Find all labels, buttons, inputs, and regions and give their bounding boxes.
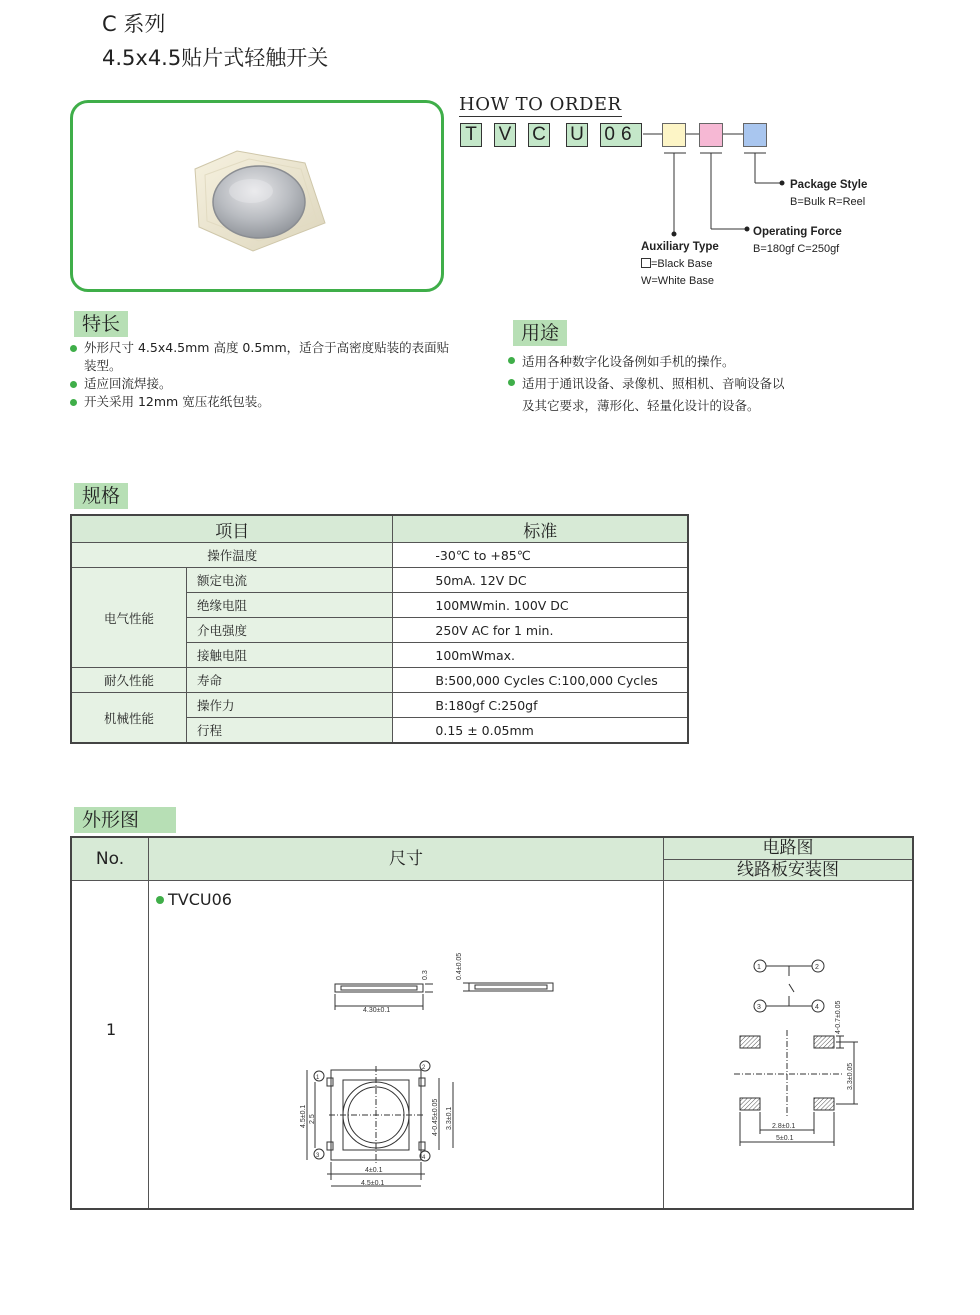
features-list xyxy=(70,339,470,411)
applications-heading: 用途 xyxy=(513,320,567,346)
auxiliary-black: =Black Base xyxy=(651,258,713,270)
applications-list xyxy=(508,351,828,417)
spec-value: B:180gf C:250gf xyxy=(393,693,688,718)
auxiliary-white: W=White Base xyxy=(641,275,715,287)
outline-col-dimension: 尺寸 xyxy=(149,838,664,881)
spec-value: 0.15 ± 0.05mm xyxy=(393,718,688,744)
spec-col-item: 项目 xyxy=(71,515,393,543)
dim-label: 3.3±0.1 xyxy=(446,1106,453,1130)
dim-label: 2.5 xyxy=(309,1114,316,1124)
pin-number: 2 xyxy=(815,964,819,971)
auxiliary-type-label xyxy=(641,239,719,290)
table-row xyxy=(71,693,688,718)
circuit-label: 电路图 xyxy=(664,838,912,860)
outline-col-no: No. xyxy=(72,838,149,881)
dim-label: 4-0.7±0.05 xyxy=(835,1000,842,1034)
spec-category: 机械性能 xyxy=(71,693,187,744)
table-row xyxy=(71,543,688,568)
code-box-t: T xyxy=(460,123,482,147)
spec-col-standard: 标准 xyxy=(393,515,688,543)
pin-number: 3 xyxy=(757,1004,761,1011)
pin-number: 3 xyxy=(316,1153,320,1159)
spec-category: 耐久性能 xyxy=(71,668,187,693)
dim-label: 4.5±0.1 xyxy=(361,1180,385,1187)
code-box-u: U xyxy=(566,123,588,147)
spec-label: 行程 xyxy=(187,718,393,744)
dim-label: 4±0.1 xyxy=(365,1167,383,1174)
spec-heading: 规格 xyxy=(74,483,128,509)
model-name: TVCU06 xyxy=(168,890,232,909)
spec-label: 操作温度 xyxy=(71,543,393,568)
pin-number: 1 xyxy=(316,1075,320,1081)
dim-label: 5±0.1 xyxy=(776,1135,794,1142)
product-photo-frame xyxy=(70,100,444,292)
dimension-drawing xyxy=(149,880,663,1206)
spec-table xyxy=(70,514,689,744)
feature-item: 开关采用 12mm 宽压花纸包装。 xyxy=(70,393,470,411)
spec-label: 寿命 xyxy=(187,668,393,693)
outline-table xyxy=(70,836,914,1210)
checkbox-square-icon xyxy=(641,258,651,268)
pcb-pads xyxy=(734,1030,858,1146)
circuit-pcb-drawing xyxy=(664,880,912,1206)
pin-number: 1 xyxy=(757,964,761,971)
product-subtitle: 4.5x4.5贴片式轻触开关 xyxy=(102,46,329,70)
operating-force-label xyxy=(753,224,842,258)
pin-number: 4 xyxy=(815,1004,819,1011)
table-row xyxy=(71,668,688,693)
pin-number: 2 xyxy=(422,1065,426,1071)
outline-heading: 外形图 xyxy=(74,807,176,833)
spec-value: 100mWmax. xyxy=(393,643,688,668)
dim-label: 4.5±0.1 xyxy=(300,1104,307,1128)
dim-label: 2.8±0.1 xyxy=(772,1123,796,1130)
dim-label: 0.3 xyxy=(422,970,429,980)
dim-label: 3.3±0.05 xyxy=(847,1062,854,1090)
row-number: 1 xyxy=(106,1020,117,1039)
dim-label: 4.30±0.1 xyxy=(363,1007,391,1014)
application-item-cont: 及其它要求，薄形化、轻量化设计的设备。 xyxy=(522,398,760,413)
spec-label: 绝缘电阻 xyxy=(187,593,393,618)
spec-label: 接触电阻 xyxy=(187,643,393,668)
spec-value: -30℃ to +85℃ xyxy=(393,543,688,568)
dim-label: 4-0.45±0.05 xyxy=(432,1098,439,1136)
operating-force-values: B=180gf C=250gf xyxy=(753,243,840,255)
spec-value: B:500,000 Cycles C:100,000 Cycles xyxy=(393,668,688,693)
auxiliary-type-title: Auxiliary Type xyxy=(641,241,719,253)
spec-category: 电气性能 xyxy=(71,568,187,668)
pcb-layout-label: 线路板安装图 xyxy=(737,860,839,880)
application-item: 适用各种数字化设备例如手机的操作。 xyxy=(508,351,828,373)
feature-item-cont: 装型。 xyxy=(84,358,122,373)
features-heading: 特长 xyxy=(74,311,128,337)
table-row xyxy=(71,568,688,593)
code-box-06: 06 xyxy=(600,123,642,147)
spec-value: 100MWmin. 100V DC xyxy=(393,593,688,618)
code-box-c: C xyxy=(528,123,550,147)
series-title: C 系列 xyxy=(102,12,166,36)
feature-item: 外形尺寸 4.5x4.5mm 高度 0.5mm，适合于高密度贴装的表面贴 xyxy=(70,339,470,357)
spec-value: 50mA. 12V DC xyxy=(393,568,688,593)
pin-number: 4 xyxy=(422,1155,426,1161)
package-style-title: Package Style xyxy=(790,179,868,191)
outline-col-circuit xyxy=(664,838,912,881)
dim-label: 0.4±0.05 xyxy=(456,952,463,980)
how-to-order-title: HOW TO ORDER xyxy=(459,94,622,115)
application-item: 适用于通讯设备、录像机、照相机、音响设备以 xyxy=(508,373,828,395)
package-style-values: B=Bulk R=Reel xyxy=(790,196,866,208)
spec-value: 250V AC for 1 min. xyxy=(393,618,688,643)
package-style-label xyxy=(790,177,867,211)
spec-label: 介电强度 xyxy=(187,618,393,643)
spec-label: 操作力 xyxy=(187,693,393,718)
operating-force-title: Operating Force xyxy=(753,226,842,238)
spec-label: 额定电流 xyxy=(187,568,393,593)
circuit-diagram xyxy=(754,960,824,1012)
switch-photo xyxy=(73,103,441,289)
code-box-v: V xyxy=(494,123,516,147)
feature-item: 适应回流焊接。 xyxy=(70,375,470,393)
side-view xyxy=(463,983,553,991)
